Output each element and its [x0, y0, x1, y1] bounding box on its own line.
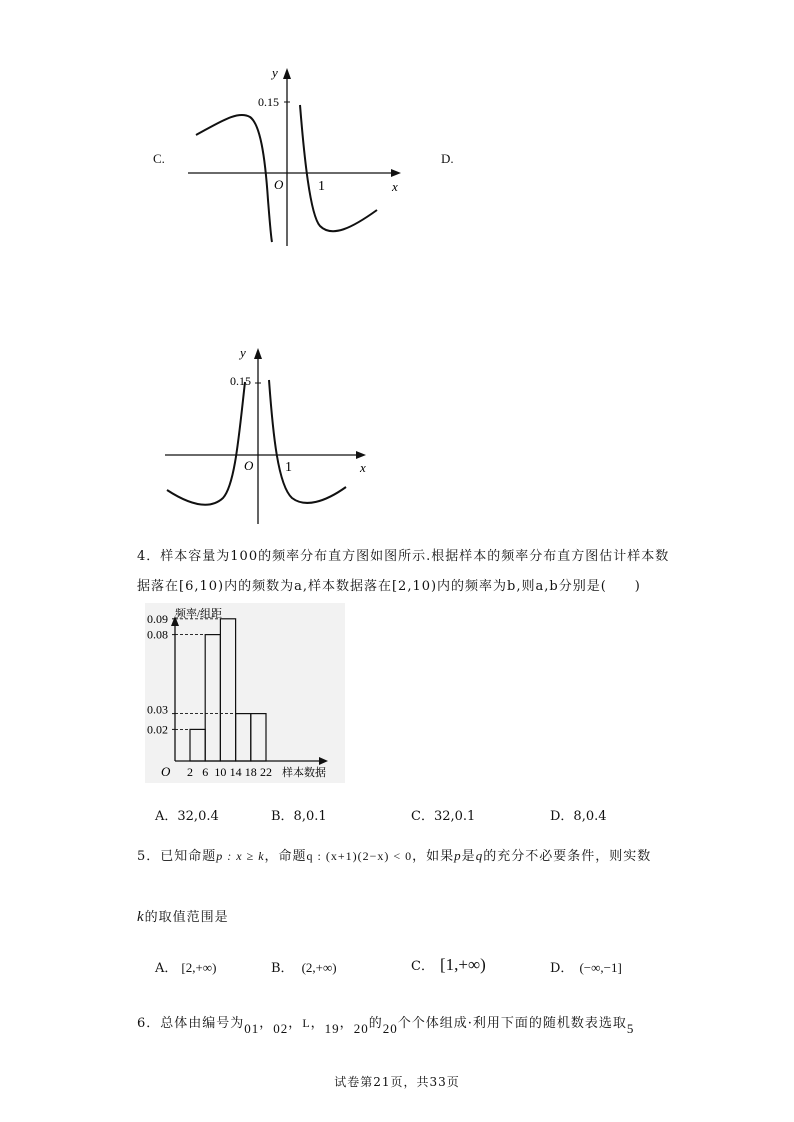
q5-mid1: ，命题	[264, 849, 307, 864]
q5-option-c-label: C．	[411, 959, 434, 974]
origin-label: O	[244, 458, 254, 473]
x-tick-label: 1	[318, 179, 325, 194]
x-axis-label: x	[360, 460, 366, 475]
q5-option-a-label: A．	[155, 961, 178, 976]
q6-sep3: ，	[310, 1016, 325, 1031]
q5-suffix: 的充分不必要条件，则实数	[483, 849, 652, 864]
q4-option-b[interactable]: B．8,0.1	[271, 809, 327, 824]
histogram	[145, 603, 345, 783]
y-tick-label-1: 0.03	[147, 702, 168, 717]
q4-option-a[interactable]: A．32,0.4	[155, 809, 219, 824]
graph-option-c	[180, 60, 410, 255]
q4-line2: 据落在[6,10)内的频数为a,样本数据落在[2,10)内的频率为b,则a,b分别是( )	[137, 579, 641, 594]
y-tick-label: 0.15	[258, 95, 279, 109]
q5-option-d-label: D．	[550, 961, 574, 976]
y-tick-label-2: 0.08	[147, 627, 168, 642]
q5-p-definition: p : x ≥ k	[216, 849, 265, 863]
q6-n01: 01	[244, 1021, 260, 1036]
y-axis-arrow	[254, 348, 262, 359]
q6-mid: 的	[368, 1016, 383, 1031]
q5-option-d[interactable]	[550, 957, 622, 976]
q6-suffix: 个个体组成·利用下面的随机数表选取	[397, 1016, 627, 1031]
origin-label: O	[161, 764, 171, 779]
q5-mid2: ，如果	[412, 849, 455, 864]
q6-ellipsis: L	[302, 1016, 311, 1030]
curve-right-branch	[300, 105, 377, 231]
x-tick-label-3: 14	[229, 765, 242, 779]
curve-left-branch	[167, 382, 245, 505]
curve-right-branch	[269, 380, 346, 503]
q5-q: q	[475, 848, 484, 863]
y-axis-label: y	[272, 65, 278, 80]
x-tick-label-0: 2	[187, 765, 193, 779]
q5-q-definition: q : (x+1)(2−x) < 0	[306, 849, 413, 863]
x-tick-label-1: 6	[202, 765, 209, 779]
y-axis-arrow	[283, 68, 291, 79]
q5-line2-text: 的取值范围是	[144, 910, 229, 925]
y-tick-label-0: 0.02	[147, 722, 168, 737]
y-tick-label: 0.15	[230, 374, 251, 388]
q5-option-a-value: [2,+∞)	[181, 960, 217, 975]
x-tick-label-2: 10	[214, 765, 227, 779]
q5-option-c[interactable]	[411, 955, 486, 975]
page-footer: 试卷第21页，共33页	[334, 1075, 460, 1089]
y-tick-label-3: 0.09	[147, 611, 168, 626]
option-c-label: C.	[153, 151, 165, 166]
x-axis-arrow	[356, 451, 366, 459]
x-tick-label: 1	[285, 460, 292, 475]
x-tick-label-5: 22	[260, 765, 272, 779]
q5-option-d-value: (−∞,−1]	[579, 960, 622, 975]
q6-n20: 20	[353, 1021, 369, 1036]
q6-n02: 02	[273, 1021, 289, 1036]
q5-line2	[137, 906, 229, 926]
q6-pick-count: 5	[626, 1021, 635, 1036]
q5-option-b[interactable]	[271, 957, 337, 976]
origin-label: O	[274, 177, 284, 192]
q5-is: 是	[461, 849, 476, 864]
q4-option-c[interactable]: C．32,0.1	[411, 809, 476, 824]
y-axis-label: y	[240, 345, 246, 360]
q6-sep2: ，	[288, 1016, 303, 1031]
q5-prefix: 5．已知命题	[137, 849, 217, 864]
q6-prefix: 6．总体由编号为	[137, 1016, 245, 1031]
x-tick-label-4: 18	[244, 765, 257, 779]
q5-option-b-value: (2,+∞)	[301, 960, 337, 975]
q5-p: p	[454, 848, 462, 863]
q5-option-a[interactable]	[155, 957, 216, 976]
option-d-label: D.	[441, 151, 454, 166]
q5-line1	[137, 845, 651, 864]
q6-line1	[137, 1012, 635, 1036]
curve-left-branch	[196, 115, 272, 242]
q5-option-c-value: [1,+∞)	[439, 955, 486, 974]
x-axis-arrow	[391, 169, 401, 177]
q6-sep1: ，	[259, 1016, 274, 1031]
q5-k: k	[137, 909, 145, 925]
q4-line1: 4．样本容量为100的频率分布直方图如图所示.根据样本的频率分布直方图估计样本数	[137, 549, 670, 564]
q4-option-d[interactable]: D．8,0.4	[550, 809, 607, 824]
q6-total: 20	[382, 1021, 398, 1036]
q5-option-b-label: B．	[271, 961, 294, 976]
x-axis-label: x	[392, 179, 398, 194]
q6-sep4: ，	[339, 1016, 354, 1031]
x-axis-title: 样本数据	[282, 767, 326, 779]
q6-n19: 19	[324, 1021, 340, 1036]
y-axis-title: 频率/组距	[175, 608, 223, 620]
graph-option-d	[155, 340, 380, 530]
